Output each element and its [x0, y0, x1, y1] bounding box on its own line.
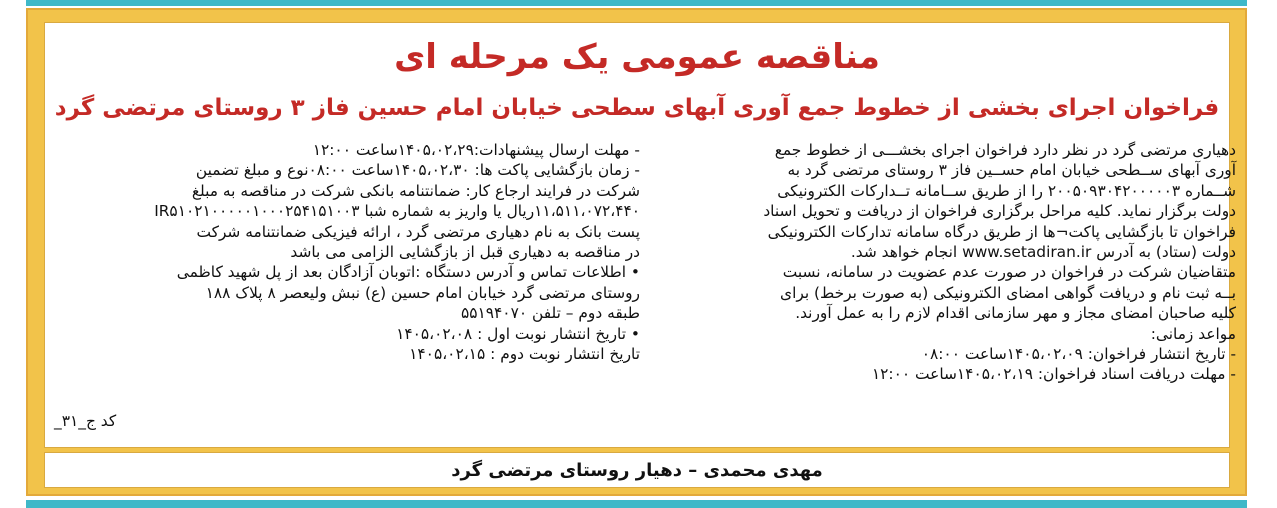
text-line: • تاریخ انتشار نوبت اول : ۱۴۰۵،۰۲،۰۸ [396, 324, 640, 343]
text-line: متقاضیان شرکت در فراخوان در صورت عدم عضویت در سامانه، نسبت [782, 263, 1236, 282]
applicants-paragraph [662, 262, 1236, 323]
left-column [106, 140, 640, 364]
ad-code: کد ج_۳۱_ [54, 412, 117, 430]
schedule-item: - مهلت دریافت اسناد فراخوان: ۱۴۰۵،۰۲،۱۹ساعت ۱۲:۰۰ [871, 365, 1236, 384]
text-line: طبقه دوم – تلفن ۵۵۱۹۴۰۷۰ [460, 304, 640, 323]
signature: مهدی محمدی – دهیار روستای مرتضی گرد [451, 459, 823, 481]
text-line: کلیه صاحبان امضای مجاز و مهر سازمانی اقدام لازم را به عمل آورند. [795, 304, 1236, 323]
right-column [662, 140, 1236, 385]
text-line: دهیاری مرتضی گرد در نظر دارد فراخوان اجرای بخشـــی از خطوط جمع [774, 141, 1236, 159]
text-line: تاریخ انتشار نوبت دوم : ۱۴۰۵،۰۲،۱۵ [409, 345, 640, 364]
text-line: فراخوان تا بازگشایی پاکت¬ها از طریق درگاه سامانه تدارکات الکترونیکی [767, 222, 1236, 241]
schedule-section [662, 324, 1236, 385]
page-subtitle: فراخوان اجرای بخشی از خطوط جمع آوری آبهای سطحی خیابان امام حسین فاز ۳ روستای مرتضی گرد [54, 95, 1220, 121]
text-line: - زمان بازگشایی پاکت ها: ۱۴۰۵،۰۲،۳۰ساعت ۰۸:۰۰نوع و مبلغ تضمین [195, 161, 640, 180]
text-line: دولت (ستاد) به آدرس www.setadiran.ir انجام خواهد شد. [850, 243, 1236, 262]
bottom-color-strip [26, 500, 1247, 508]
schedule-item: - تاریخ انتشار فراخوان: ۱۴۰۵،۰۲،۰۹ساعت ۰۸:۰۰ [921, 345, 1236, 364]
text-line: آوری آبهای ســطحی خیابان امام حســین فاز ۳ روستای مرتضی گرد به [787, 161, 1236, 180]
text-line: دولت برگزار نماید. کلیه مراحل برگزاری فراخوان از دریافت و تحویل اسناد [763, 202, 1236, 221]
text-line: بــه ثبت نام و دریافت گواهی امضای الکترونیکی (به صورت برخط) برای [780, 283, 1236, 302]
text-line: - مهلت ارسال پیشنهادات:۱۴۰۵،۰۲،۲۹ساعت ۱۲:۰۰ [312, 141, 640, 159]
text-line: شــماره ۲۰۰۵۰۹۳۰۴۲۰۰۰۰۰۳ را از طریق ســامانه تــدارکات الکترونیکی [777, 181, 1236, 200]
text-line: روستای مرتضی گرد خیابان امام حسین (ع) نبش ولیعصر ۸ پلاک ۱۸۸ [205, 283, 640, 302]
text-line: • اطلاعات تماس و آدرس دستگاه :اتوبان آزادگان بعد از پل شهید کاظمی [176, 263, 640, 282]
text-line: شرکت در فرایند ارجاع کار: ضمانتنامه بانکی شرکت در مناقصه به مبلغ [191, 181, 640, 200]
top-color-strip [26, 0, 1247, 6]
schedule-heading: مواعد زمانی: [1150, 324, 1236, 343]
text-line: در مناقصه به دهیاری قبل از بازگشایی الزامی می باشد [290, 243, 640, 262]
page-title: مناقصه عمومی یک مرحله ای [394, 37, 880, 77]
text-line: پست بانک به نام دهیاری مرتضی گرد ، ارائه فیزیکی ضمانتنامه شرکت [196, 222, 640, 241]
footer-bar [44, 452, 1230, 488]
intro-paragraph [662, 140, 1236, 262]
text-line: ۱۱،۵۱۱،۰۷۲،۴۴۰ریال یا واریز به شماره شبا IR۵۱۰۲۱۰۰۰۰۰۱۰۰۰۲۵۴۱۵۱۰۰۳ [154, 202, 640, 221]
